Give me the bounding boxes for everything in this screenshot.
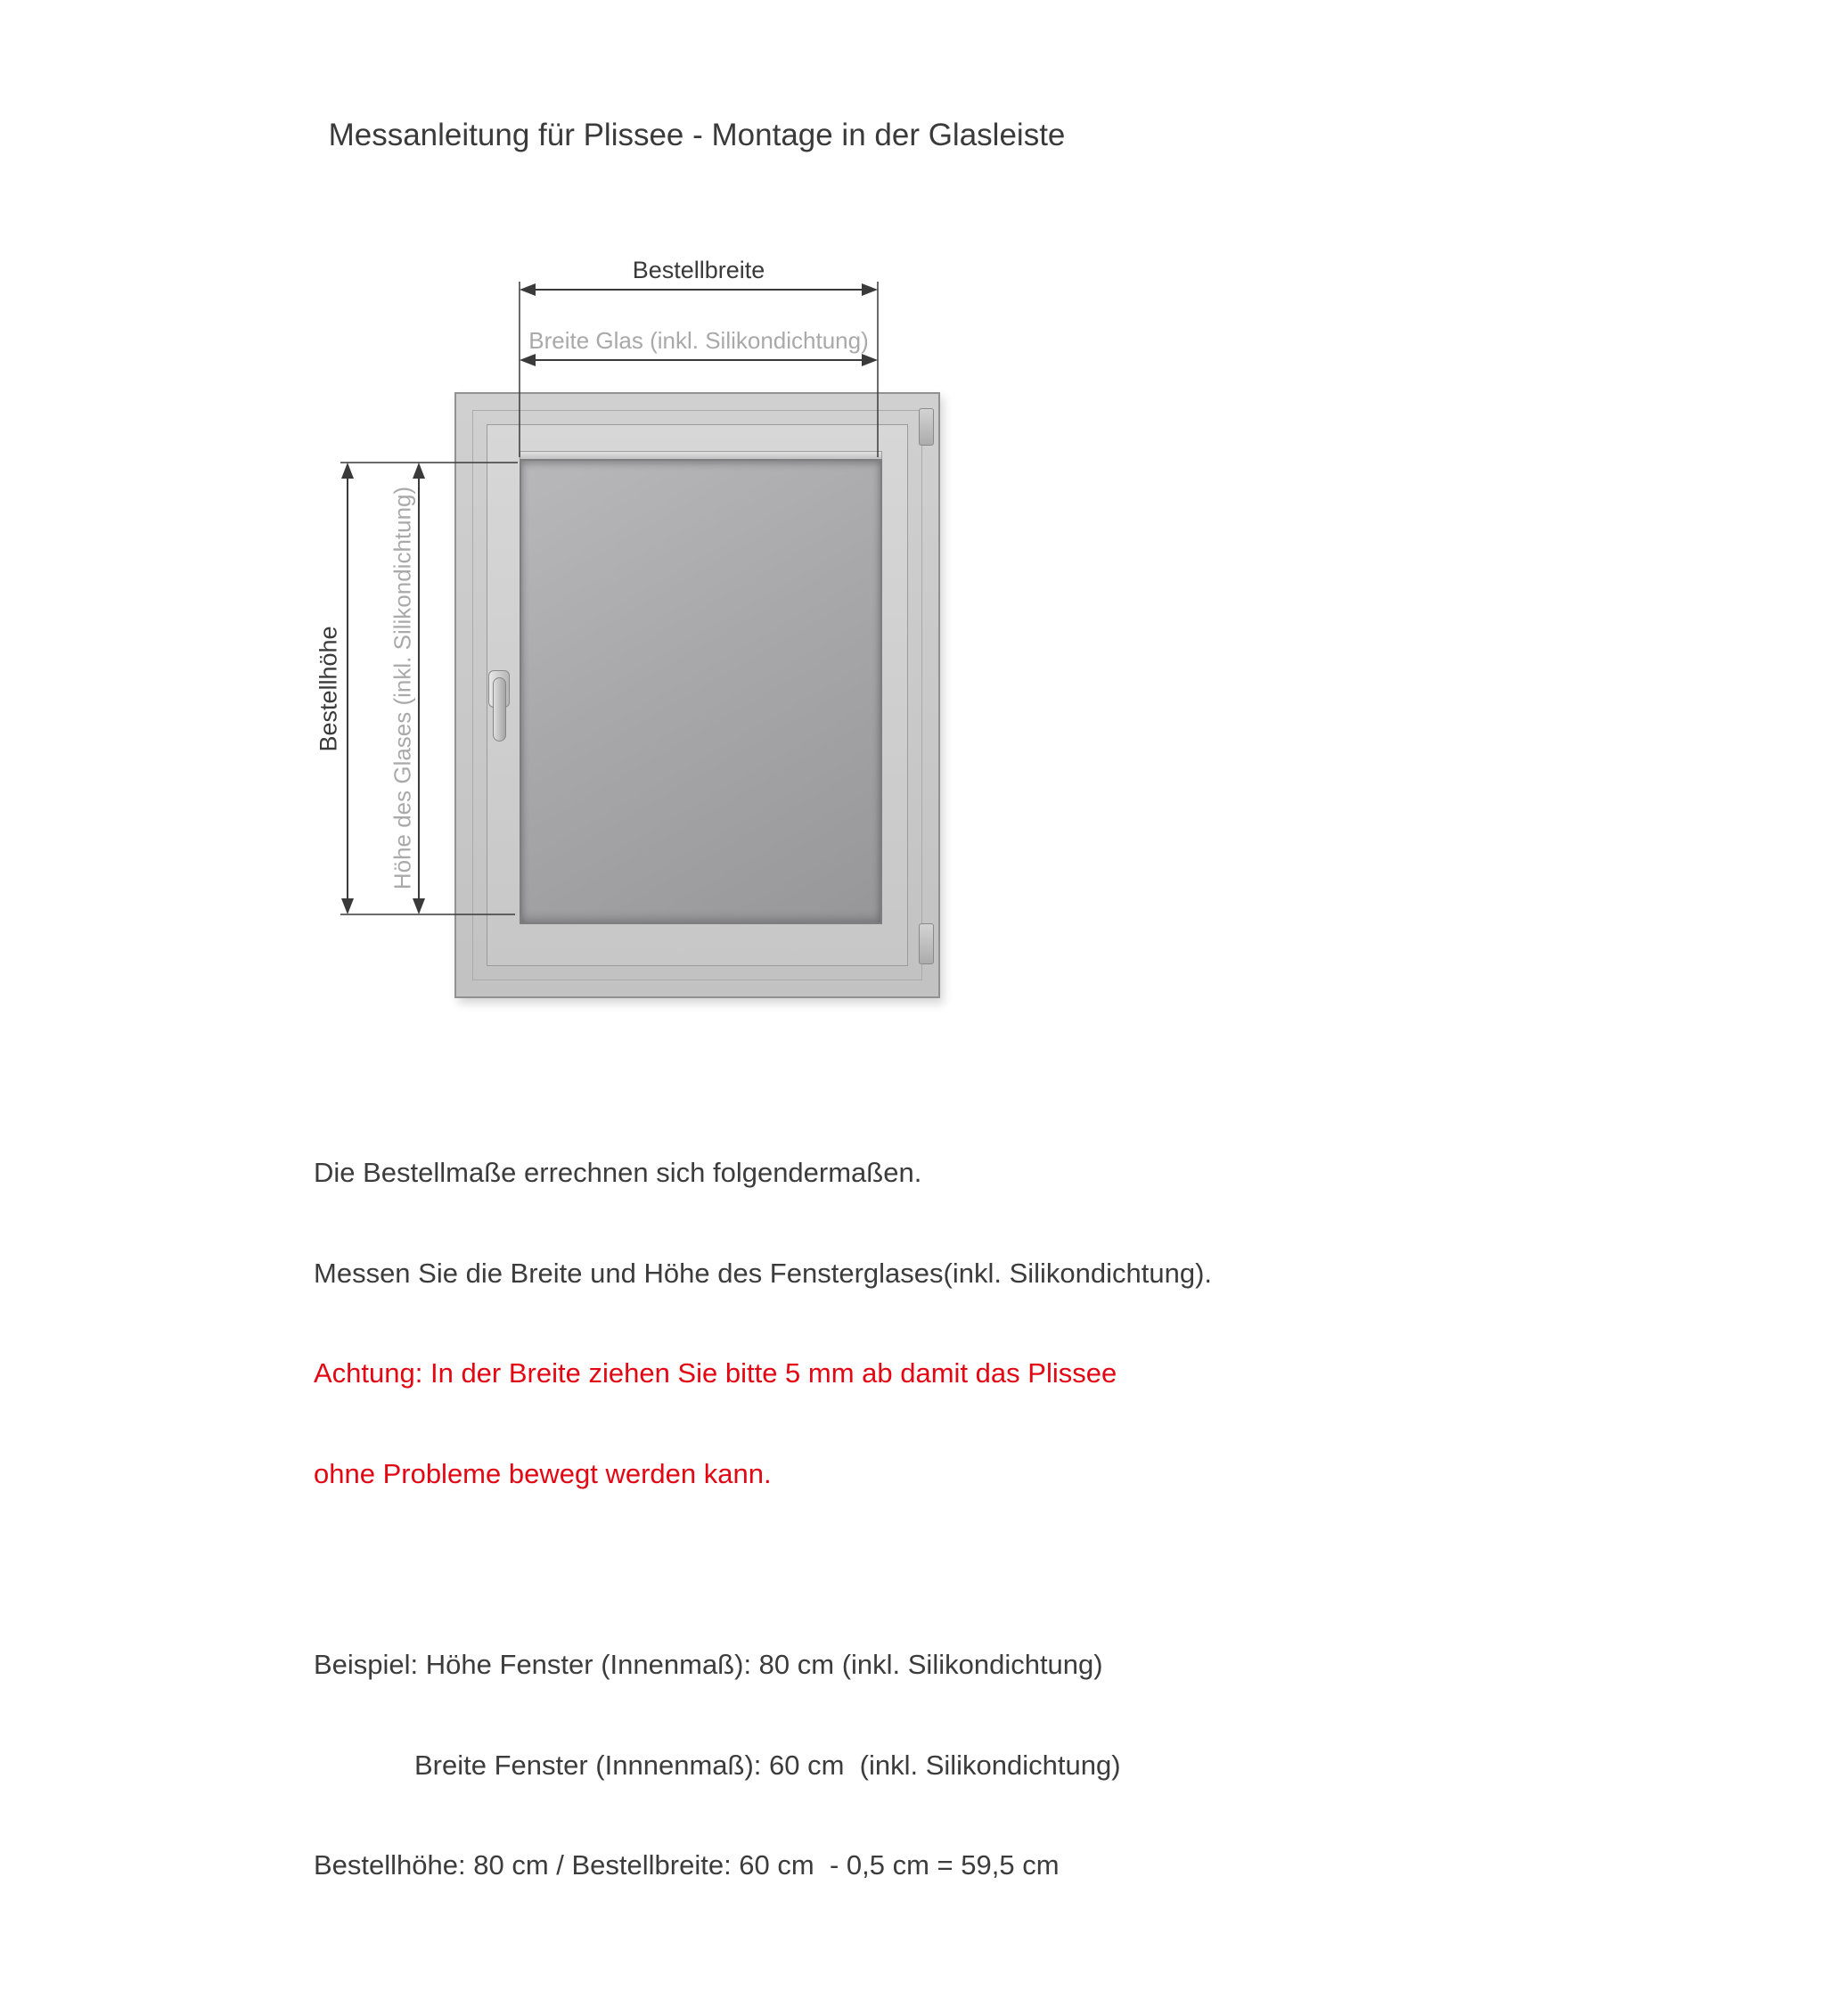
window-glass [520, 459, 882, 924]
window-hinge-bottom [919, 923, 934, 964]
order-height-arrow [341, 463, 354, 914]
page-title: Messanleitung für Plissee - Montage in der Glasleiste [328, 118, 1066, 152]
order-width-arrow [520, 283, 878, 296]
instruction-text-block [314, 1089, 1212, 2016]
window-hinge-top [919, 408, 934, 446]
instruction-line-1: Die Bestellmaße errechnen sich folgendermaßen. [314, 1157, 922, 1188]
glass-width-arrow [520, 354, 878, 366]
order-height-label: Bestellhöhe [315, 626, 342, 752]
instruction-line-2: Messen Sie die Breite und Höhe des Fensterglases(inkl. Silikondichtung). [314, 1257, 1213, 1289]
glass-width-label: Breite Glas (inkl. Silikondichtung) [528, 327, 869, 354]
order-width-label: Bestellbreite [632, 257, 765, 283]
example-block [314, 1581, 1212, 1949]
warning-line-2: ohne Probleme bewegt werden kann. [314, 1457, 772, 1489]
window-handle [493, 677, 506, 742]
example-line-1: Beispiel: Höhe Fenster (Innenmaß): 80 cm (inkl. Silikondichtung) [314, 1649, 1103, 1680]
example-line-2: Breite Fenster (Innnenmaß): 60 cm (inkl. Silikondichtung) [414, 1749, 1121, 1781]
example-line-3: Bestellhöhe: 80 cm / Bestellbreite: 60 cm - 0,5 cm = 59,5 cm [314, 1849, 1060, 1881]
glass-height-label: Höhe des Glases (inkl. Silikondichtung) [389, 486, 416, 890]
window-illustration [454, 392, 940, 998]
warning-line-1: Achtung: In der Breite ziehen Sie bitte 5 mm ab damit das Plissee [314, 1357, 1117, 1389]
